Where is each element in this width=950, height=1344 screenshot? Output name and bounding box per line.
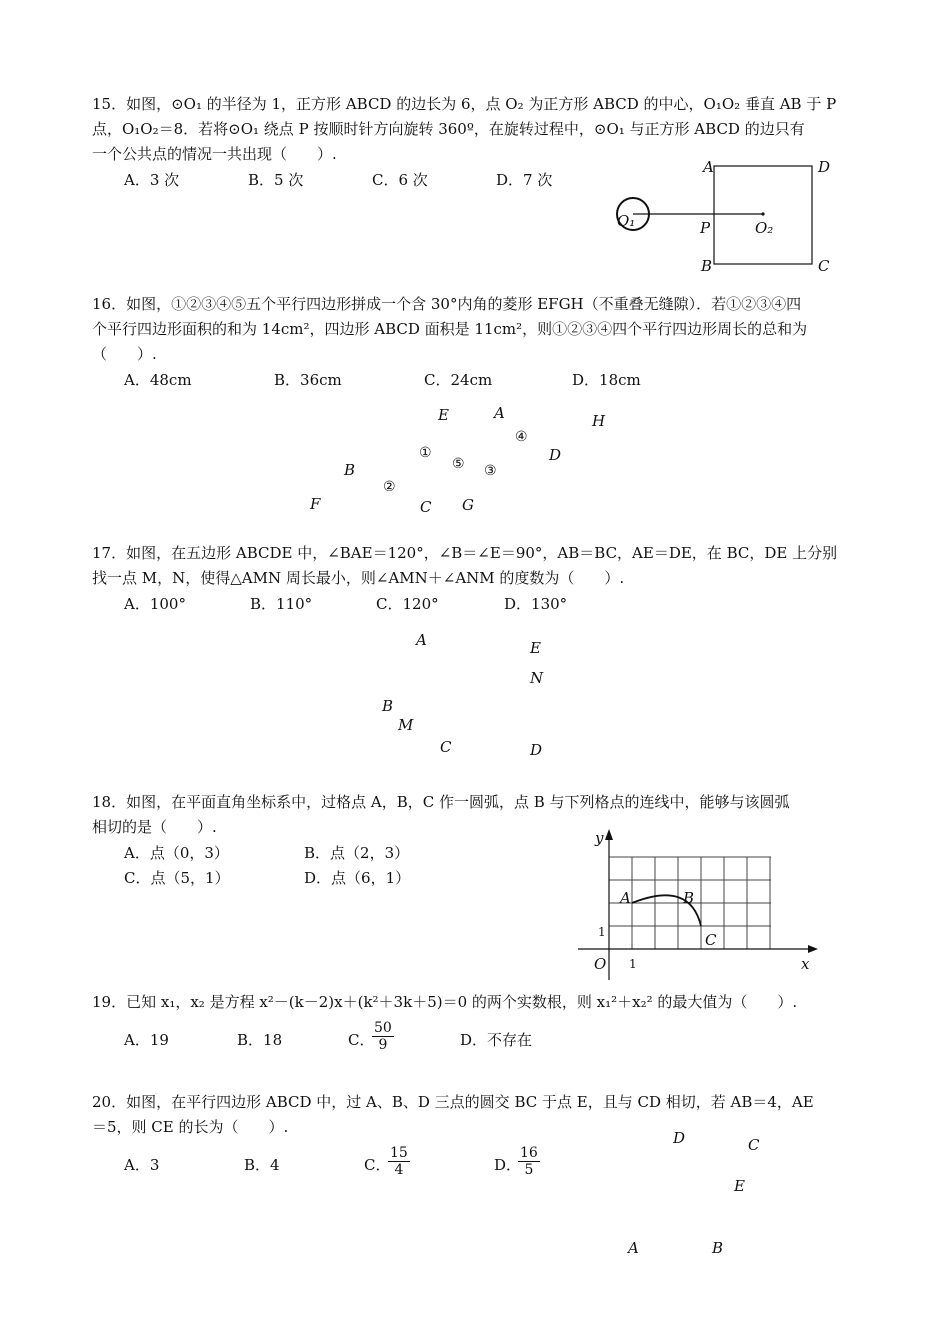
q19-option-c-denominator: 9 bbox=[378, 1037, 388, 1053]
q16-label-e: E bbox=[438, 406, 449, 424]
q18-label-a: A bbox=[620, 889, 631, 907]
q17-text-line2: 找一点 M，N，使得△AMN 周长最小，则∠AMN＋∠ANM 的度数为（ ）. bbox=[92, 569, 625, 587]
q20-option-d[interactable]: D． bbox=[494, 1156, 522, 1174]
q20-label-b: B bbox=[712, 1239, 724, 1257]
q15-option-b[interactable]: B．5 次 bbox=[248, 171, 304, 189]
q18-x-axis-arrow bbox=[808, 945, 818, 953]
q16-text-line1: 16．如图，①②③④⑤五个平行四边形拼成一个含 30°内角的菱形 EFGH（不重叠无缝隙）．若①②③④四 bbox=[92, 295, 802, 313]
q18-label-b: B bbox=[683, 889, 695, 907]
q18-option-d[interactable]: D．点（6，1） bbox=[304, 869, 411, 887]
q20-label-a: A bbox=[628, 1239, 639, 1257]
q16-text-line3: （ ）. bbox=[92, 345, 157, 363]
q16-text-line2: 个平行四边形面积的和为 14cm²，四边形 ABCD 面积是 11cm²，则①②③④四个平行四边形周长的总和为 bbox=[92, 320, 808, 338]
q18-option-a[interactable]: A．点（0，3） bbox=[124, 844, 229, 862]
q18-y-axis-arrow bbox=[605, 829, 613, 840]
q18-text-line1: 18．如图，在平面直角坐标系中，过格点 A，B，C 作一圆弧，点 B 与下列格点的连线中，能够与该圆弧 bbox=[92, 793, 790, 811]
q15-option-c[interactable]: C．6 次 bbox=[372, 171, 428, 189]
q20-option-c[interactable]: C． bbox=[364, 1156, 391, 1174]
q15-point-o2 bbox=[761, 212, 764, 215]
q15-label-a: A bbox=[703, 158, 714, 176]
q17-label-d: D bbox=[530, 741, 543, 759]
q20-option-c-fraction bbox=[388, 1145, 410, 1178]
q17-label-a: A bbox=[416, 631, 427, 649]
q16-label-f: F bbox=[310, 495, 321, 513]
q16-label-piece1: ① bbox=[419, 445, 432, 461]
q18-label-y: y bbox=[595, 829, 604, 847]
q15-label-c: C bbox=[818, 257, 830, 275]
q17-label-n: N bbox=[530, 669, 544, 687]
q15-label-o2: O₂ bbox=[755, 219, 774, 237]
q16-label-c: C bbox=[420, 498, 432, 516]
q15-option-a[interactable]: A．3 次 bbox=[124, 171, 180, 189]
q20-option-a[interactable]: A．3 bbox=[124, 1156, 160, 1174]
q17-option-a[interactable]: A．100° bbox=[124, 595, 186, 613]
q20-option-d-numerator: 16 bbox=[520, 1145, 538, 1161]
q17-text-line1: 17．如图，在五边形 ABCDE 中，∠BAE＝120°，∠B＝∠E＝90°，AB＝BC，AE＝DE，在 BC，DE 上分别 bbox=[92, 544, 838, 562]
q17-option-c[interactable]: C．120° bbox=[376, 595, 439, 613]
q16-label-piece2: ② bbox=[383, 479, 396, 495]
q16-option-c[interactable]: C．24cm bbox=[424, 371, 493, 389]
q15-option-d[interactable]: D．7 次 bbox=[496, 171, 553, 189]
q19-option-c-numerator: 50 bbox=[374, 1020, 392, 1036]
q20-option-d-denominator: 5 bbox=[524, 1162, 534, 1178]
q16-option-b[interactable]: B．36cm bbox=[274, 371, 342, 389]
q15-text-line1: 15．如图，⊙O₁ 的半径为 1，正方形 ABCD 的边长为 6，点 O₂ 为正方形 ABCD 的中心，O₁O₂ 垂直 AB 于 P bbox=[92, 95, 837, 113]
q19-option-b[interactable]: B．18 bbox=[237, 1031, 283, 1049]
q20-option-c-numerator: 15 bbox=[390, 1145, 408, 1161]
q18-option-b[interactable]: B．点（2，3） bbox=[304, 844, 410, 862]
q18-label-c: C bbox=[705, 931, 717, 949]
q17-label-c: C bbox=[440, 738, 452, 756]
q19-option-c-fraction bbox=[372, 1020, 394, 1053]
q19-option-c[interactable]: C． bbox=[348, 1031, 375, 1049]
q16-label-d: D bbox=[549, 446, 562, 464]
q15-label-d: D bbox=[818, 158, 831, 176]
q16-option-a[interactable]: A．48cm bbox=[124, 371, 192, 389]
q18-tick-x1: 1 bbox=[629, 957, 637, 971]
q15-text-line3: 一个公共点的情况一共出现（ ）. bbox=[92, 145, 337, 163]
q18-option-c[interactable]: C．点（5，1） bbox=[124, 869, 230, 887]
q20-label-c: C bbox=[748, 1136, 760, 1154]
q18-label-origin: O bbox=[594, 955, 607, 973]
q20-text-line1: 20．如图，在平行四边形 ABCD 中，过 A、B、D 三点的圆交 BC 于点 E，且与 CD 相切，若 AB＝4，AE bbox=[92, 1093, 814, 1111]
q19-option-a[interactable]: A．19 bbox=[124, 1031, 169, 1049]
q20-option-d-fraction bbox=[518, 1145, 540, 1178]
q17-label-m: M bbox=[398, 716, 414, 734]
q17-label-e: E bbox=[530, 639, 541, 657]
q19-option-d[interactable]: D．不存在 bbox=[460, 1031, 533, 1049]
q20-text-line2: ＝5，则 CE 的长为（ ）. bbox=[92, 1118, 289, 1136]
q16-label-piece3: ③ bbox=[484, 463, 497, 479]
q16-label-piece4: ④ bbox=[515, 429, 528, 445]
q16-label-h: H bbox=[592, 412, 606, 430]
q16-option-d[interactable]: D．18cm bbox=[572, 371, 641, 389]
q16-label-a: A bbox=[494, 404, 505, 422]
q17-option-b[interactable]: B．110° bbox=[250, 595, 313, 613]
q17-label-b: B bbox=[382, 697, 394, 715]
q16-label-g: G bbox=[462, 496, 474, 514]
q17-option-d[interactable]: D．130° bbox=[504, 595, 568, 613]
q15-label-o1: O₁ bbox=[617, 212, 636, 230]
q20-label-e: E bbox=[734, 1177, 745, 1195]
q20-label-d: D bbox=[673, 1129, 686, 1147]
q15-text-line2: 点，O₁O₂＝8．若将⊙O₁ 绕点 P 按顺时针方向旋转 360º，在旋转过程中，⊙O₁ 与正方形 ABCD 的边只有 bbox=[92, 120, 805, 138]
q15-label-p: P bbox=[700, 219, 711, 237]
q16-label-piece5: ⑤ bbox=[452, 456, 465, 472]
q18-tick-y1: 1 bbox=[598, 925, 606, 939]
q18-label-x: x bbox=[801, 955, 810, 973]
q18-text-line2: 相切的是（ ）. bbox=[92, 818, 217, 836]
q16-label-b: B bbox=[344, 461, 356, 479]
q15-label-b: B bbox=[701, 257, 713, 275]
q20-option-b[interactable]: B．4 bbox=[244, 1156, 280, 1174]
q20-option-c-denominator: 4 bbox=[394, 1162, 404, 1178]
q19-text-line1: 19．已知 x₁，x₂ 是方程 x²－(k－2)x＋(k²＋3k＋5)＝0 的两个实数根，则 x₁²＋x₂² 的最大值为（ ）. bbox=[92, 993, 798, 1011]
